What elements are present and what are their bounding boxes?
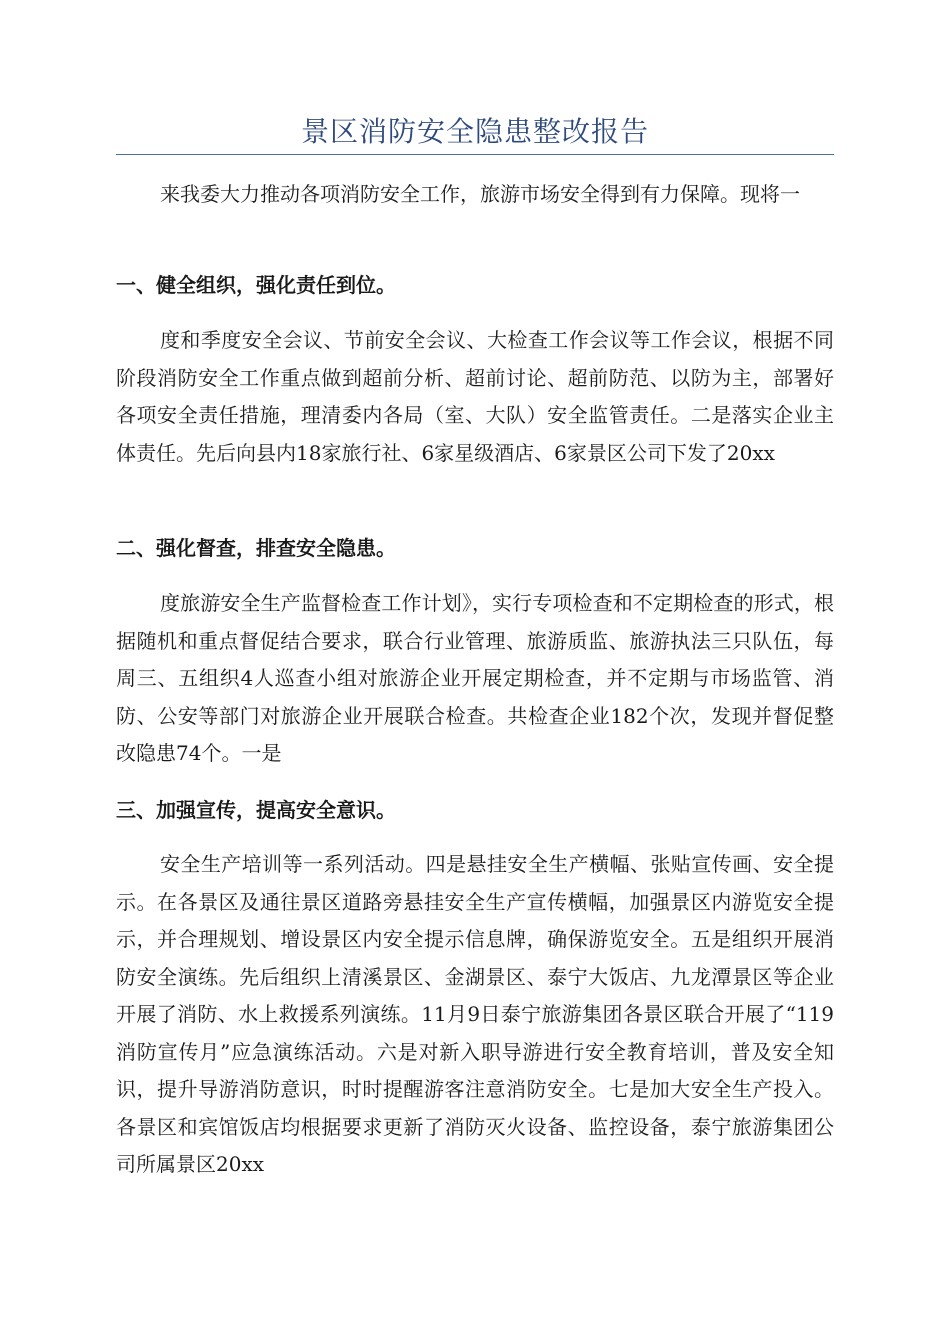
document-title: 景区消防安全隐患整改报告 (300, 115, 649, 148)
section-3-heading: 三、加强宣传，提高安全意识。 (116, 798, 396, 822)
title-underline (116, 154, 834, 155)
section-3-body: 安全生产培训等一系列活动。四是悬挂安全生产横幅、张贴宣传画、安全提示。在各景区及通往景区道路旁悬挂安全生产宣传横幅，加强景区内游览安全提示，并合理规划、增设景区内安全提示信息牌，确保游览安全。五是组织开展消防安全演练。先后组织上清溪景区、金湖景区、泰宁大饭店、九龙潭景区等企业开展了消防、水上救援系列演练。11月9日泰宁旅游集团各景区联合开展了“119消防宣传月”应急演练活动。六是对新入职导游进行安全教育培训，普及安全知识，提升导游消防意识，时时提醒游客注意消防安全。七是加大安全生产投入。各景区和宾馆饭店均根据要求更新了消防灭火设备、监控设备，泰宁旅游集团公司所属景区20xx (116, 852, 834, 1176)
section-1-heading: 一、健全组织，强化责任到位。 (116, 273, 396, 297)
intro-paragraph: 来我委大力推动各项消防安全工作，旅游市场安全得到有力保障。现将一 (160, 182, 800, 206)
section-2-heading: 二、强化督查，排查安全隐患。 (116, 536, 396, 560)
section-2-body: 度旅游安全生产监督检查工作计划》，实行专项检查和不定期检查的形式，根据随机和重点督促结合要求，联合行业管理、旅游质监、旅游执法三只队伍，每周三、五组织4人巡查小组对旅游企业开展定期检查，并不定期与市场监管、消防、公安等部门对旅游企业开展联合检查。共检查企业182个次，发现并督促整改隐患74个。一是 (116, 591, 834, 765)
section-1-body: 度和季度安全会议、节前安全会议、大检查工作会议等工作会议，根据不同阶段消防安全工作重点做到超前分析、超前讨论、超前防范、以防为主，部署好各项安全责任措施，理清委内各局（室、大队）安全监管责任。二是落实企业主体责任。先后向县内18家旅行社、6家星级酒店、6家景区公司下发了20xx (116, 328, 834, 465)
